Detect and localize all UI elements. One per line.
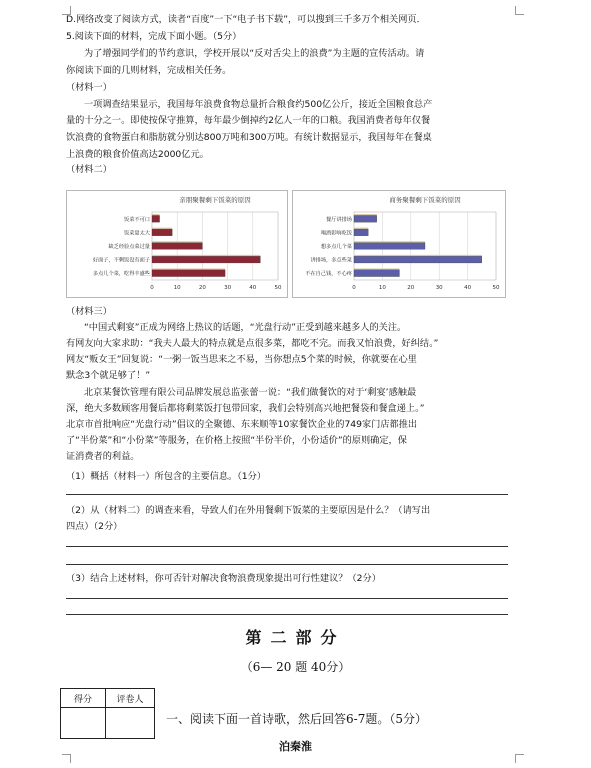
x-tick-label: 30 — [435, 285, 443, 291]
material-3-text: 北京某餐饮管理有限公司品牌发展总监张蕾一说：“我们做餐饮的对于‘剩宴’感触最 — [84, 387, 417, 398]
material-3-text: “中国式剩宴”正成为网络上热议的话题，“光盘行动”正受到越来越多人的关注。 — [84, 322, 407, 333]
bar — [354, 256, 482, 263]
answer-line[interactable] — [66, 598, 508, 599]
bar-shadow — [152, 228, 172, 229]
category-label: 饭菜量太大 — [124, 230, 150, 237]
material-3-label: （材料三） — [66, 306, 112, 317]
category-label: 缺乏经验点菜过量 — [108, 244, 150, 250]
x-tick-label: 10 — [173, 285, 181, 291]
category-label: 喝酒影响吃饭 — [320, 230, 352, 237]
bar-shadow — [152, 268, 225, 269]
category-label: 不在自己钱，不心疼 — [305, 271, 352, 278]
section-title: 第二部分 — [245, 628, 346, 647]
intro-text: 你阅读下面的几则材料，完成相关任务。 — [66, 65, 232, 76]
grader-cell[interactable] — [106, 708, 155, 739]
option-d-text: D.网络改变了阅读方式，读者“百度”一下“电子书下载”，可以搜到三千多万个相关网页． — [66, 14, 426, 25]
bar — [354, 270, 399, 277]
bar — [152, 243, 202, 250]
material-1-text: 上浪费的粮食价值高达2000亿元。 — [66, 149, 209, 160]
poem-title: 泊秦淮 — [279, 740, 312, 753]
material-3-text: 有网友向大家求助：“我夫人最大的特点就是点很多菜，都吃不完。而我又怕浪费，好纠结。” — [66, 338, 439, 349]
x-tick-label: 50 — [274, 285, 282, 291]
answer-line[interactable] — [66, 546, 508, 547]
x-tick-label: 40 — [464, 285, 472, 291]
bar-shadow — [152, 214, 160, 215]
category-label: 饭菜不可口 — [124, 216, 150, 223]
bar — [152, 215, 160, 222]
question-5-heading: 5.阅读下面的材料，完成下面小题。（5分） — [66, 31, 242, 42]
material-3-text: 了“半份菜”和“小份菜”等服务，在价格上按照“半份半价，小份适价”的原则确定，保 — [66, 435, 407, 446]
bar-shadow — [354, 255, 482, 256]
x-tick-label: 20 — [407, 285, 415, 291]
chart-title: 亲朋聚餐剩下饭菜的原因 — [179, 196, 251, 204]
chart-family-dinner — [66, 190, 288, 298]
bar-shadow — [354, 228, 368, 229]
material-3-text: 证消费者的利益。 — [66, 451, 140, 462]
answer-line[interactable] — [66, 564, 508, 565]
material-1-label: （材料一） — [66, 82, 112, 93]
material-1-text: 量的十分之一。即使按保守推算，每年最少倒掉约2亿人一年的口粮。我国消费者每年仅餐 — [66, 115, 431, 126]
grader-header: 评卷人 — [106, 689, 155, 708]
category-label: 好面子，不剩饭没有面子 — [92, 257, 150, 264]
material-1-text: 一项调查结果显示，我国每年浪费食物总量折合粮食约500亿公斤，接近全国粮食总产 — [84, 99, 433, 110]
chart-title: 商务聚餐剩下饭菜的原因 — [389, 196, 461, 204]
bar-shadow — [152, 241, 202, 242]
bar-shadow — [354, 268, 399, 269]
poem-question-heading: 一、阅读下面一首诗歌，然后回答6-7题。（5分） — [166, 712, 427, 726]
answer-line[interactable] — [66, 614, 508, 615]
section-subtitle: （6— 20 题 40分） — [240, 660, 351, 674]
category-label: 餐厅讲排场 — [326, 216, 352, 223]
material-3-text: 深，绝大多数顾客用餐后都将剩菜饭打包带回家，我们会特别高兴地把餐袋和餐盒递上。” — [66, 403, 425, 414]
answer-line[interactable] — [66, 494, 508, 495]
intro-text: 为了增强同学们的节约意识，学校开展以“反对舌尖上的浪费”为主题的宣传活动。请 — [84, 48, 425, 59]
subquestion-2: （2）从（材料二）的调查来看，导致人们在外用餐剩下饭菜的主要原因是什么？（请写出 — [66, 505, 431, 516]
bar — [152, 270, 225, 277]
x-tick-label: 0 — [150, 285, 154, 291]
score-table — [60, 688, 155, 739]
chart-business-dinner — [292, 190, 506, 298]
bar-shadow — [354, 214, 377, 215]
subquestion-2: 四点）（2分） — [66, 521, 123, 532]
subquestion-1: （1）概括（材料一）所包含的主要信息。（1分） — [66, 471, 267, 482]
bar — [354, 215, 377, 222]
x-tick-label: 30 — [224, 285, 232, 291]
page-corner-mark — [515, 754, 524, 763]
page-corner-mark — [62, 754, 71, 763]
bar — [152, 256, 260, 263]
material-3-text: 默念3个就足够了！” — [66, 370, 151, 381]
material-1-text: 饮浪费的食物蛋白和脂肪就分别达800万吨和300万吨。有统计数据显示，我国每年在餐桌 — [66, 132, 432, 143]
bar-shadow — [152, 255, 260, 256]
x-tick-label: 0 — [352, 285, 356, 291]
x-tick-label: 50 — [492, 285, 500, 291]
material-2-label: （材料二） — [66, 164, 112, 175]
category-label: 多点几个菜，吃得丰盛些 — [92, 271, 150, 278]
bar — [354, 229, 368, 236]
category-label: 想多点几个菜 — [320, 244, 352, 250]
material-3-text: 北京市首批响应“光盘行动”倡议的全聚德、东来顺等10家餐饮企业的749家门店都推出 — [66, 419, 418, 430]
material-3-text: 网友“贩女王”回复说：“一粥一饭当思来之不易，当你想点5个菜的时候，你就要在心里 — [66, 354, 417, 365]
bar-shadow — [354, 241, 425, 242]
score-cell[interactable] — [61, 708, 106, 739]
subquestion-3: （3）结合上述材料，你可否针对解决食物浪费现象提出可行性建议？（2分） — [66, 573, 381, 584]
bar — [152, 229, 172, 236]
x-tick-label: 10 — [378, 285, 386, 291]
score-header: 得分 — [61, 689, 106, 708]
x-tick-label: 40 — [249, 285, 257, 291]
category-label: 讲排场，多点些菜 — [310, 257, 352, 264]
bar — [354, 243, 425, 250]
x-tick-label: 20 — [198, 285, 206, 291]
